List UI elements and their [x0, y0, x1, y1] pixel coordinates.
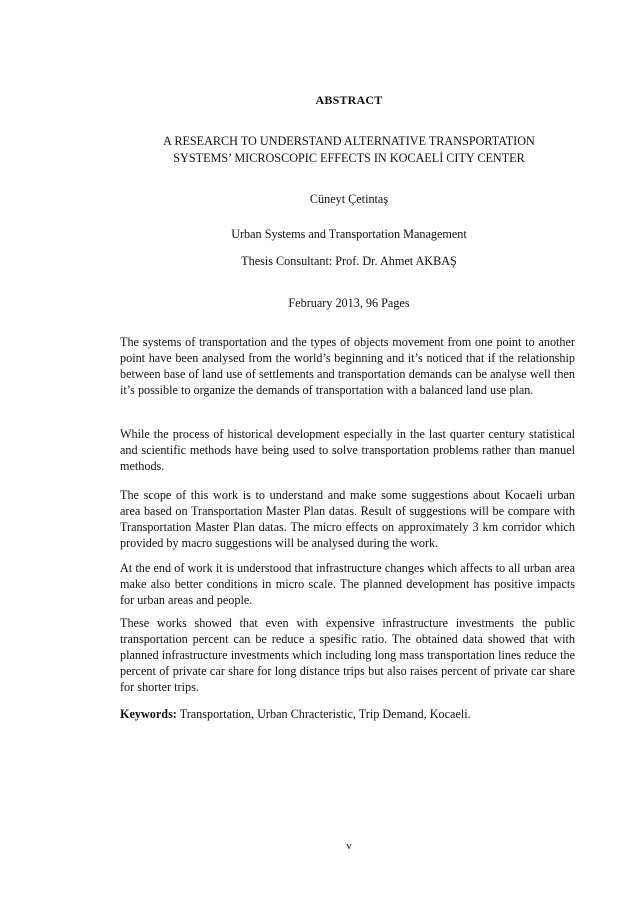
thesis-consultant: Thesis Consultant: Prof. Dr. Ahmet AKBAŞ — [241, 254, 457, 268]
thesis-title-line-2: SYSTEMS’ MICROSCOPIC EFFECTS IN KOCAELİ CITY CENTER — [173, 151, 525, 165]
abstract-paragraph: The scope of this work is to understand and make some suggestions about Kocaeli urban area based on Transportation Master Plan datas. Result of suggestions will be compare with Transportation Master Plan datas. The micro effects on approximately 3 km corridor which provided by macro suggestions will be analysed during the work. — [120, 488, 575, 550]
thesis-title-line-1: A RESEARCH TO UNDERSTAND ALTERNATIVE TRANSPORTATION — [163, 134, 535, 148]
keywords-text: Transportation, Urban Chracteristic, Trip Demand, Kocaeli. — [176, 707, 471, 721]
page-number: v — [346, 840, 352, 852]
keywords-line — [120, 707, 575, 723]
keywords-label: Keywords: — [120, 707, 177, 721]
abstract-paragraph: While the process of historical development especially in the last quarter century statistical and scientific methods have being used to solve transportation problems rather than manuel methods. — [120, 427, 575, 473]
date-and-pages: February 2013, 96 Pages — [288, 296, 410, 310]
department: Urban Systems and Transportation Management — [231, 227, 467, 241]
abstract-heading: ABSTRACT — [315, 93, 383, 107]
abstract-paragraph: These works showed that even with expensive infrastructure investments the public transportation percent can be reduce a spesific ratio. The obtained data showed that with planned infrastructure investments which including long mass transportation lines reduce the percent of private car share for long distance trips but also raises percent of private car share for shorter trips. — [120, 616, 575, 694]
thesis-title — [0, 133, 638, 167]
abstract-paragraph: At the end of work it is understood that infrastructure changes which affects to all urban area make also better conditions in micro scale. The planned development has positive impacts for urban areas and people. — [120, 561, 575, 607]
author-name: Cüneyt Çetintaş — [309, 192, 389, 206]
abstract-paragraph: The systems of transportation and the types of objects movement from one point to another point have been analysed from the world’s beginning and it’s noticed that if the relationship between base of land use of settlements and transportation demands can be analyse well then it’s possible to organize the demands of transportation with a balanced land use plan. — [120, 335, 575, 397]
